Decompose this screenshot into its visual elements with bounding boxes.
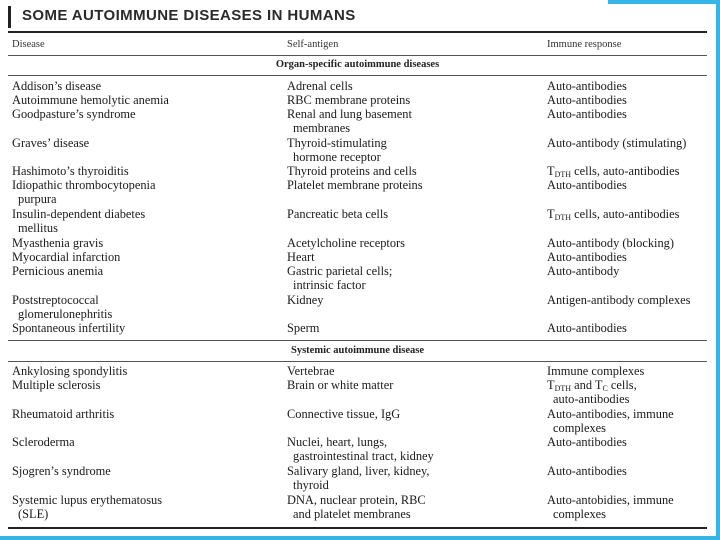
response-part: cells, — [607, 378, 637, 392]
self-antigen-cell: Connective tissue, IgG — [287, 407, 401, 421]
self-antigen-cell-continued: and platelet membranes — [293, 507, 411, 521]
immune-response-cell-continued: complexes — [553, 421, 606, 435]
disease-cell: Insulin-dependent diabetes — [12, 207, 146, 221]
header-immune-response: Immune response — [547, 39, 622, 50]
header-rule — [8, 55, 707, 56]
top-accent-bar — [608, 0, 720, 4]
table-title: SOME AUTOIMMUNE DISEASES IN HUMANS — [22, 7, 356, 24]
self-antigen-cell: Vertebrae — [287, 364, 335, 378]
disease-cell: Pernicious anemia — [12, 264, 104, 278]
self-antigen-cell: Pancreatic beta cells — [287, 207, 389, 221]
category-rule-systemic — [8, 361, 707, 362]
disease-cell: Hashimoto’s thyroiditis — [12, 164, 129, 178]
self-antigen-cell: Sperm — [287, 321, 320, 335]
immune-response-cell: Antigen-antibody complexes — [547, 293, 691, 307]
immune-response-cell — [547, 207, 679, 221]
immune-response-cell: Auto-antobidies, immune — [547, 493, 674, 507]
immune-response-cell-continued: auto-antibodies — [553, 392, 630, 406]
disease-cell: Spontaneous infertility — [12, 321, 126, 335]
immune-response-cell — [547, 378, 637, 392]
self-antigen-cell-continued: hormone receptor — [293, 150, 381, 164]
self-antigen-cell: Adrenal cells — [287, 79, 353, 93]
disease-cell: Rheumatoid arthritis — [12, 407, 115, 421]
self-antigen-cell: Heart — [287, 250, 315, 264]
self-antigen-cell: Renal and lung basement — [287, 107, 412, 121]
immune-response-cell-continued: complexes — [553, 507, 606, 521]
response-part: T — [547, 207, 555, 221]
disease-cell: Ankylosing spondylitis — [12, 364, 128, 378]
disease-cell-continued: (SLE) — [18, 507, 49, 521]
immune-response-cell: Auto-antibody (stimulating) — [547, 136, 687, 150]
self-antigen-cell: Acetylcholine receptors — [287, 236, 406, 250]
top-rule — [8, 31, 707, 33]
immune-response-cell: Auto-antibodies — [547, 435, 627, 449]
disease-cell-continued: purpura — [18, 192, 57, 206]
self-antigen-cell: Kidney — [287, 293, 324, 307]
disease-cell-continued: mellitus — [18, 221, 58, 235]
immune-response-cell — [547, 164, 679, 178]
response-part: cells, auto-antibodies — [571, 207, 680, 221]
immune-response-cell: Auto-antibodies — [547, 93, 627, 107]
disease-cell: Myocardial infarction — [12, 250, 121, 264]
self-antigen-cell: Gastric parietal cells; — [287, 264, 393, 278]
self-antigen-cell-continued: gastrointestinal tract, kidney — [293, 449, 434, 463]
self-antigen-cell: Thyroid proteins and cells — [287, 164, 417, 178]
immune-response-cell: Auto-antibodies — [547, 107, 627, 121]
disease-cell-continued: glomerulonephritis — [18, 307, 113, 321]
response-part: cells, auto-antibodies — [571, 164, 680, 178]
self-antigen-cell-continued: thyroid — [293, 478, 329, 492]
immune-response-cell: Auto-antibodies — [547, 321, 627, 335]
section-rule — [8, 340, 707, 341]
response-part: T — [547, 164, 555, 178]
title-marker — [8, 6, 11, 28]
self-antigen-cell: Brain or white matter — [287, 378, 394, 392]
immune-response-cell: Auto-antibodies — [547, 464, 627, 478]
immune-response-cell: Auto-antibodies — [547, 178, 627, 192]
self-antigen-cell: Thyroid-stimulating — [287, 136, 387, 150]
immune-response-cell: Auto-antibody (blocking) — [547, 236, 674, 250]
disease-cell: Systemic lupus erythematosus — [12, 493, 163, 507]
self-antigen-cell: RBC membrane proteins — [287, 93, 411, 107]
category-systemic: Systemic autoimmune disease — [291, 345, 424, 356]
disease-cell: Scleroderma — [12, 435, 75, 449]
immune-response-cell: Auto-antibodies — [547, 79, 627, 93]
disease-cell: Myasthenia gravis — [12, 236, 104, 250]
disease-cell: Idiopathic thrombocytopenia — [12, 178, 156, 192]
immune-response-cell: Auto-antibodies, immune — [547, 407, 674, 421]
category-organ-specific: Organ-specific autoimmune diseases — [275, 59, 440, 70]
immune-response-cell: Immune complexes — [547, 364, 645, 378]
disease-cell: Graves’ disease — [12, 136, 90, 150]
disease-cell: Addison’s disease — [12, 79, 102, 93]
self-antigen-cell-continued: intrinsic factor — [293, 278, 366, 292]
self-antigen-cell: Nuclei, heart, lungs, — [287, 435, 388, 449]
disease-cell: Multiple sclerosis — [12, 378, 101, 392]
response-part: T — [547, 378, 555, 392]
header-disease: Disease — [12, 39, 45, 50]
self-antigen-cell: DNA, nuclear protein, RBC — [287, 493, 426, 507]
disease-cell: Autoimmune hemolytic anemia — [12, 93, 169, 107]
bottom-rule — [8, 527, 707, 529]
response-subscript: DTH — [554, 170, 572, 179]
self-antigen-cell: Platelet membrane proteins — [287, 178, 423, 192]
disease-cell: Poststreptococcal — [12, 293, 99, 307]
response-part: and T — [571, 378, 603, 392]
header-self-antigen: Self-antigen — [287, 39, 339, 50]
self-antigen-cell: Salivary gland, liver, kidney, — [287, 464, 430, 478]
response-subscript: DTH — [554, 384, 572, 393]
disease-cell: Goodpasture’s syndrome — [12, 107, 136, 121]
response-subscript: DTH — [554, 213, 572, 222]
disease-cell: Sjogren’s syndrome — [12, 464, 111, 478]
immune-response-cell: Auto-antibody — [547, 264, 620, 278]
category-rule — [8, 75, 707, 76]
self-antigen-cell-continued: membranes — [293, 121, 351, 135]
immune-response-cell: Auto-antibodies — [547, 250, 627, 264]
response-subscript: C — [602, 384, 608, 393]
